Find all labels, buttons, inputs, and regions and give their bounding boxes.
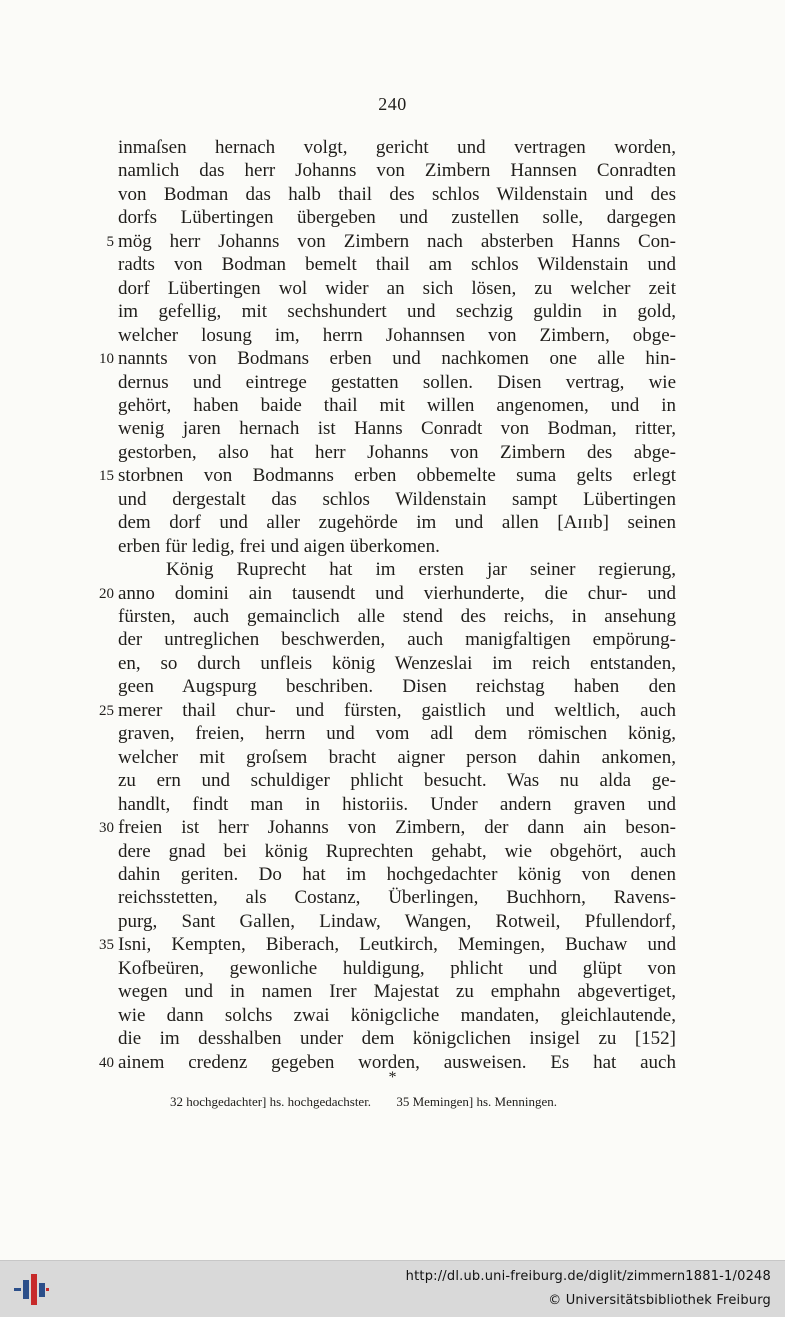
line-text: dem dorf und aller zugehörde im und allen [Aɪɪɪb] seinen [118, 512, 676, 534]
line-text: von Bodman das halb thail des schlos Wildenstain und des [118, 183, 676, 205]
line-text: erben für ledig, frei und aigen überkomen. [118, 535, 440, 557]
line-text: wenig jaren hernach ist Hanns Conradt von Bodman, ritter, [118, 418, 676, 440]
text-line [0, 957, 785, 981]
line-text: mög herr Johanns von Zimbern nach absterben Hanns Con- [118, 230, 676, 252]
line-text: purg, Sant Gallen, Lindaw, Wangen, Rotweil, Pfullendorf, [118, 910, 676, 932]
line-text: dernus und eintrege gestatten sollen. Disen vertrag, wie [118, 371, 676, 393]
text-line [0, 206, 785, 230]
line-text: inmaſsen hernach volgt, gericht und vertragen worden, [118, 137, 676, 158]
text-line [0, 558, 785, 582]
text-line [0, 722, 785, 746]
text-line [0, 300, 785, 324]
text-line [0, 277, 785, 301]
line-text: gestorben, also hat herr Johanns von Zimbern des abge- [118, 441, 676, 463]
text-line [0, 464, 785, 488]
line-number: 30 [99, 820, 114, 837]
text-line [0, 230, 785, 254]
text-line [0, 793, 785, 817]
footnotes [170, 1092, 690, 1112]
text-line [0, 605, 785, 629]
line-text: Kofbeüren, gewonliche huldigung, phlicht und glüpt von [118, 957, 676, 979]
line-text: graven, freien, herrn und vom adl dem römischen könig, [118, 723, 676, 745]
text-line [0, 371, 785, 395]
text-line [0, 394, 785, 418]
text-line [0, 535, 785, 559]
line-text: ainem credenz gegeben worden, ausweisen. Es hat auch [118, 1051, 676, 1073]
ub-freiburg-logo-icon [12, 1270, 50, 1308]
text-line [0, 746, 785, 770]
line-number: 10 [99, 351, 114, 368]
text-line [0, 136, 785, 160]
line-text: gehört, haben baide thail mit willen angenomen, und in [118, 394, 676, 416]
text-line [0, 933, 785, 957]
line-text: anno domini ain tausendt und vierhunderte, die chur- und [118, 582, 676, 604]
line-text: storbnen von Bodmanns erben obbemelte suma gelts erlegt [118, 465, 676, 487]
copyright-text: © Universitätsbibliothek Freiburg [548, 1293, 771, 1308]
line-number: 15 [99, 468, 114, 485]
text-line [0, 441, 785, 465]
line-text: dorf Lübertingen wol wider an sich lösen, zu welcher zeit [118, 277, 676, 299]
text-line [0, 253, 785, 277]
text-line [0, 628, 785, 652]
text-line [0, 159, 785, 183]
line-text: König Ruprecht hat im ersten jar seiner regierung, [166, 559, 676, 581]
line-text: Isni, Kempten, Biberach, Leutkirch, Memingen, Buchaw und [118, 934, 676, 956]
text-line [0, 863, 785, 887]
page-number: 240 [378, 94, 407, 114]
text-line [0, 183, 785, 207]
text-line [0, 417, 785, 441]
text-line [0, 886, 785, 910]
line-text: namlich das herr Johanns von Zimbern Hannsen Conradten [118, 160, 676, 182]
text-line [0, 652, 785, 676]
text-line [0, 582, 785, 606]
text-line [0, 816, 785, 840]
line-text: die im desshalben under dem königclichen insigel zu [152] [118, 1028, 676, 1050]
line-text: der untreglichen beschwerden, auch manigfaltigen empörung- [118, 629, 676, 651]
line-text: und dergestalt das schlos Wildenstain sampt Lübertingen [118, 488, 676, 510]
line-text: im gefellig, mit sechshundert und sechzig guldin in gold, [118, 301, 676, 323]
line-text: freien ist herr Johanns von Zimbern, der dann ain beson- [118, 817, 676, 839]
source-url-link[interactable]: http://dl.ub.uni-freiburg.de/diglit/zimmern1881-1/0248 [405, 1269, 771, 1284]
line-text: zu ern und schuldiger phlicht besucht. Was nu alda ge- [118, 770, 676, 792]
text-line [0, 675, 785, 699]
text-line [0, 1004, 785, 1028]
line-text: welcher mit groſsem bracht aigner person dahin ankomen, [118, 746, 676, 768]
text-line [0, 347, 785, 371]
line-number: 25 [99, 702, 114, 719]
line-text: merer thail chur- und fürsten, gaistlich und weltlich, auch [118, 699, 676, 721]
text-line [0, 324, 785, 348]
footnote-separator: * [388, 1069, 397, 1086]
text-line [0, 699, 785, 723]
line-text: geen Augspurg beschriben. Disen reichstag haben den [118, 676, 676, 698]
footnote: 35 Memingen] hs. Menningen. [396, 1094, 557, 1109]
text-line [0, 1027, 785, 1051]
text-line [0, 488, 785, 512]
line-text: reichsstetten, als Costanz, Überlingen, Buchhorn, Ravens- [118, 887, 676, 909]
text-line [0, 511, 785, 535]
text-line [0, 910, 785, 934]
line-text: dorfs Lübertingen übergeben und zustellen solle, dargegen [118, 207, 676, 229]
viewer-footer [0, 1260, 785, 1317]
line-text: nannts von Bodmans erben und nachkomen one alle hin- [118, 348, 676, 370]
footnote: 32 hochgedachter] hs. hochgedachster. [170, 1094, 372, 1109]
text-line [0, 769, 785, 793]
line-text: radts von Bodman bemelt thail am schlos Wildenstain und [118, 254, 676, 276]
line-text: dere gnad bei könig Ruprechten gehabt, wie obgehört, auch [118, 840, 676, 862]
line-text: wie dann solchs zwai königcliche mandaten, gleichlautende, [118, 1004, 676, 1026]
text-line [0, 980, 785, 1004]
line-number: 35 [99, 937, 114, 954]
line-text: handlt, findt man in historiis. Under andern graven und [118, 793, 676, 815]
line-number: 20 [99, 585, 114, 602]
line-text: dahin geriten. Do hat im hochgedachter könig von denen [118, 863, 676, 885]
line-text: fürsten, auch gemainclich alle stend des reichs, in ansehung [118, 606, 676, 627]
line-text: wegen und in namen Irer Majestat zu emphahn abgevertiget, [118, 981, 676, 1003]
line-number: 5 [106, 233, 114, 250]
line-text: welcher losung im, herrn Johannsen von Zimbern, obge- [118, 324, 676, 346]
text-line [0, 840, 785, 864]
line-number: 40 [99, 1054, 114, 1071]
line-text: en, so durch unfleis könig Wenzeslai im reich entstanden, [118, 652, 676, 674]
